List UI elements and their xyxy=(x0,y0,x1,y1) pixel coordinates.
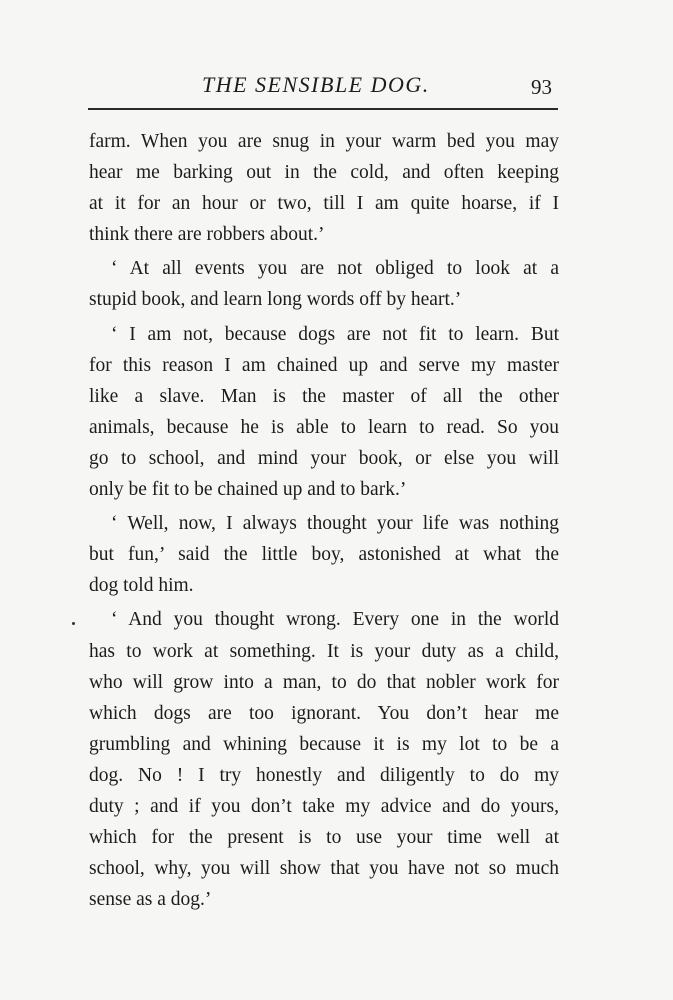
text-line: go to school, and mind your book, or else you will xyxy=(89,447,559,469)
text-line: dog told him. xyxy=(89,575,194,597)
text-line: duty ; and if you don’t take my advice and do yours, xyxy=(89,795,559,817)
header-rule xyxy=(88,108,558,110)
text-line: like a slave. Man is the master of all the other xyxy=(89,385,559,407)
text-line: ‘ I am not, because dogs are not fit to learn. But xyxy=(111,323,559,345)
page-number: 93 xyxy=(531,75,552,99)
text-line: school, why, you will show that you have not so much xyxy=(89,858,559,880)
text-line: stupid book, and learn long words off by heart.’ xyxy=(89,289,462,311)
text-line: dog. No ! I try honestly and diligently to do my xyxy=(89,764,559,786)
paragraph xyxy=(89,604,559,915)
running-head xyxy=(88,72,558,102)
text-line: which dogs are too ignorant. You don’t hear me xyxy=(89,702,559,724)
paragraph xyxy=(89,126,559,250)
text-line: only be fit to be chained up and to bark.’ xyxy=(89,479,407,501)
text-line: who will grow into a man, to do that nobler work for xyxy=(89,671,559,693)
text-line: ‘ And you thought wrong. Every one in the world xyxy=(111,609,559,631)
text-line: for this reason I am chained up and serve my master xyxy=(89,354,559,376)
body-text xyxy=(89,126,559,915)
text-line: grumbling and whining because it is my lot to be a xyxy=(89,733,559,755)
paragraph xyxy=(89,319,559,506)
text-line: hear me barking out in the cold, and often keeping xyxy=(89,162,559,184)
text-line: but fun,’ said the little boy, astonished at what the xyxy=(89,544,559,566)
text-line: animals, because he is able to learn to read. So you xyxy=(89,416,559,438)
print-speck xyxy=(72,622,75,625)
text-line: which for the present is to use your time well at xyxy=(89,827,559,849)
text-line: ‘ Well, now, I always thought your life was nothing xyxy=(111,513,559,535)
paragraph xyxy=(89,253,559,315)
text-line: farm. When you are snug in your warm bed you may xyxy=(89,131,559,152)
text-line: think there are robbers about.’ xyxy=(89,224,325,246)
paragraph xyxy=(89,508,559,601)
text-line: at it for an hour or two, till I am quite hoarse, if I xyxy=(89,193,559,215)
text-line: sense as a dog.’ xyxy=(89,889,212,911)
running-title: THE SENSIBLE DOG. xyxy=(202,72,430,97)
text-line: ‘ At all events you are not obliged to look at a xyxy=(111,258,559,280)
text-line: has to work at something. It is your duty as a child, xyxy=(89,640,559,662)
